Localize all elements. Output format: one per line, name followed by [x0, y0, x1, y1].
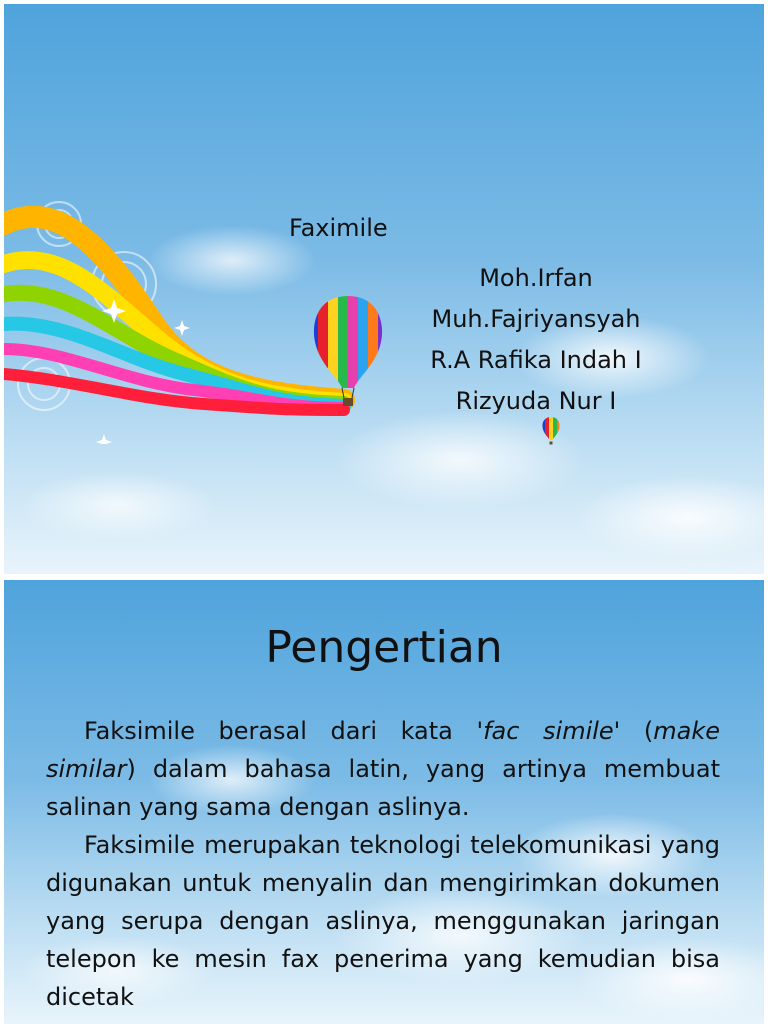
title-slide — [4, 4, 764, 574]
italic-term: make similar — [46, 717, 720, 783]
slide-title: Faximile — [289, 214, 388, 242]
section-title: Pengertian — [265, 622, 503, 673]
paragraph-2: Faksimile merupakan teknologi telekomunikasi yang digunakan untuk menyalin dan mengirimkan dokumen yang serupa dengan aslinya, menggunakan jaringan telepon ke mesin fax penerima yang kemudian bisa dicetak — [46, 831, 720, 1011]
text-run: ) dalam bahasa latin, yang artinya membuat salinan yang sama dengan aslinya. — [46, 755, 720, 821]
author-name: Rizyuda Nur I — [455, 387, 617, 415]
text-run: Faksimile berasal dari kata — [84, 717, 477, 745]
author-name: Moh.Irfan — [479, 264, 593, 292]
hot-air-balloon-icon — [308, 294, 388, 410]
template-credit: © TemplatesWise.com — [679, 562, 758, 570]
definition-slide — [4, 580, 764, 1024]
body-text — [46, 712, 720, 1016]
author-list — [406, 258, 666, 422]
author-name: R.A Rafika Indah I — [430, 346, 642, 374]
italic-term: 'fac simile' — [476, 717, 621, 745]
paragraph-1 — [46, 712, 720, 826]
text-run: ( — [620, 717, 654, 745]
author-name: Muh.Fajriyansyah — [431, 305, 641, 333]
